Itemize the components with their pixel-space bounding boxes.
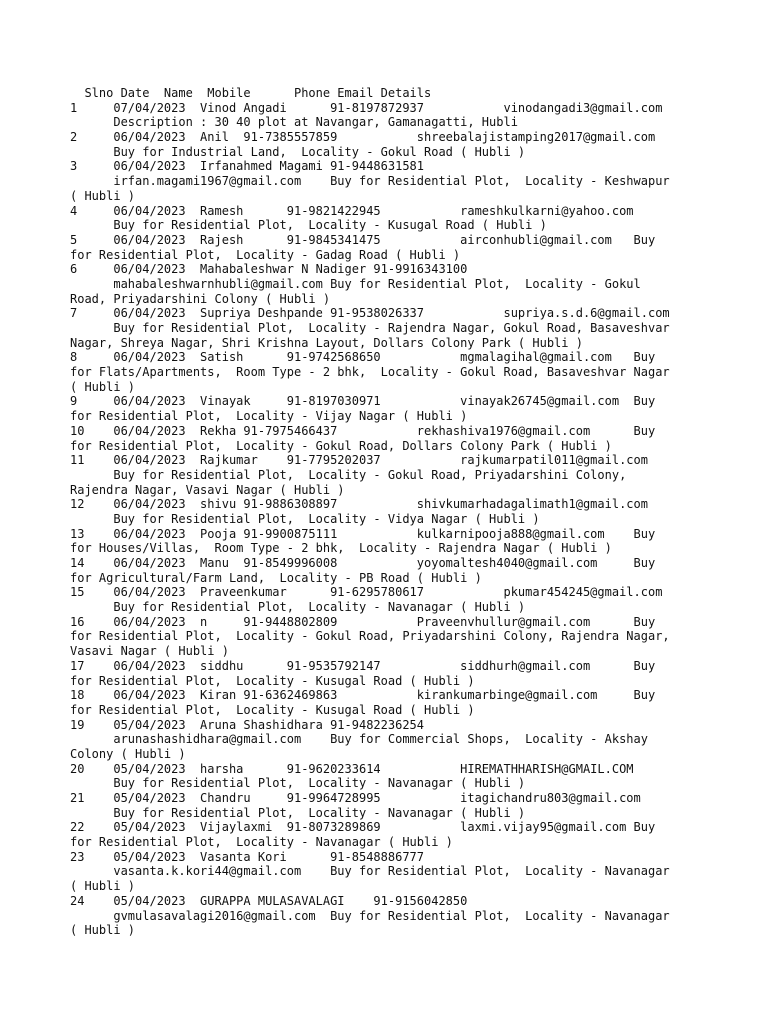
listing-line: for Residential Plot, Locality - Kusugal Road ( Hubli ) [70, 673, 475, 688]
listing-line: 13 06/04/2023 Pooja 91-9900875111 kulkarnipooja888@gmail.com Buy [70, 526, 656, 541]
listing-line: Buy for Residential Plot, Locality - Navanagar ( Hubli ) [70, 776, 526, 791]
listing-line: Buy for Residential Plot, Locality - Vidya Nagar ( Hubli ) [70, 511, 540, 526]
listing-line: 9 06/04/2023 Vinayak 91-8197030971 vinayak26745@gmail.com Buy [70, 394, 656, 409]
listing-line: 11 06/04/2023 Rajkumar 91-7795202037 rajkumarpatil011@gmail.com [70, 453, 648, 468]
listing-line: 6 06/04/2023 Mahabaleshwar N Nadiger 91-9916343100 [70, 262, 468, 277]
listing-line: 3 06/04/2023 Irfanahmed Magami 91-9448631581 [70, 159, 425, 174]
listing-line: 16 06/04/2023 n 91-9448802809 Praveenvhullur@gmail.com Buy [70, 614, 656, 629]
listing-line: 15 06/04/2023 Praveenkumar 91-6295780617 pkumar454245@gmail.com [70, 585, 663, 600]
listing-line: 21 05/04/2023 Chandru 91-9964728995 itagichandru803@gmail.com [70, 791, 641, 805]
listing-line: for Residential Plot, Locality - Gadag Road ( Hubli ) [70, 247, 461, 262]
listing-line: 19 05/04/2023 Aruna Shashidhara 91-9482236254 [70, 717, 425, 732]
listing-line: ( Hubli ) [70, 923, 136, 938]
listing-line: Buy for Residential Plot, Locality - Kusugal Road ( Hubli ) [70, 218, 547, 233]
listing-line: for Residential Plot, Locality - Vijay Nagar ( Hubli ) [70, 409, 468, 424]
listing-line: Buy for Residential Plot, Locality - Navanagar ( Hubli ) [70, 805, 526, 820]
listing-line: ( Hubli ) [70, 188, 136, 203]
listing-line: Colony ( Hubli ) [70, 746, 186, 761]
listing-line: Buy for Residential Plot, Locality - Gokul Road, Priyadarshini Colony, [70, 467, 627, 482]
listing-line: Road, Priyadarshini Colony ( Hubli ) [70, 291, 331, 306]
listing-line: 17 06/04/2023 siddhu 91-9535792147 siddhurh@gmail.com Buy [70, 658, 656, 673]
listing-line: 14 06/04/2023 Manu 91-8549996008 yoyomaltesh4040@gmail.com Buy [70, 556, 656, 570]
listing-line: for Residential Plot, Locality - Navanagar ( Hubli ) [70, 835, 453, 850]
listing-line: 24 05/04/2023 GURAPPA MULASAVALAGI 91-9156042850 [70, 893, 468, 908]
listing-line: 2 06/04/2023 Anil 91-7385557859 shreebalajistamping2017@gmail.com [70, 130, 656, 145]
listing-line: Buy for Residential Plot, Locality - Rajendra Nagar, Gokul Road, Basaveshvar [70, 321, 670, 335]
listing-line: 20 05/04/2023 harsha 91-9620233614 HIREMATHHARISH@GMAIL.COM [70, 761, 634, 776]
listing-line: 18 06/04/2023 Kiran 91-6362469863 kirankumarbinge@gmail.com Buy [70, 688, 656, 703]
listing-line: Buy for Residential Plot, Locality - Navanagar ( Hubli ) [70, 600, 526, 615]
listing-line: gvmulasavalagi2016@gmail.com Buy for Residential Plot, Locality - Navanagar [70, 908, 670, 923]
listing-line: ( Hubli ) [70, 879, 136, 894]
listing-line: vasanta.k.kori44@gmail.com Buy for Residential Plot, Locality - Navanagar [70, 864, 670, 879]
listing-line: irfan.magami1967@gmail.com Buy for Residential Plot, Locality - Keshwapur [70, 174, 670, 189]
column-header: Slno Date Name Mobile Phone Email Details [70, 86, 432, 100]
listing-line: for Residential Plot, Locality - Gokul Road, Dollars Colony Park ( Hubli ) [70, 438, 612, 453]
listing-line: 4 06/04/2023 Ramesh 91-9821422945 rameshkulkarni@yahoo.com [70, 203, 634, 218]
listing-line: Buy for Industrial Land, Locality - Gokul Road ( Hubli ) [70, 144, 526, 159]
listing-line: 10 06/04/2023 Rekha 91-7975466437 rekhashiva1976@gmail.com Buy [70, 423, 656, 438]
listing-line: 7 06/04/2023 Supriya Deshpande 91-9538026337 supriya.s.d.6@gmail.com [70, 306, 670, 321]
listing-line: for Residential Plot, Locality - Gokul Road, Priyadarshini Colony, Rajendra Nagar, [70, 629, 670, 644]
listing-line: Vasavi Nagar ( Hubli ) [70, 644, 229, 659]
listing-line: for Flats/Apartments, Room Type - 2 bhk, Locality - Gokul Road, Basaveshvar Nagar [70, 365, 670, 380]
listing-line: 22 05/04/2023 Vijaylaxmi 91-8073289869 laxmi.vijay95@gmail.com Buy [70, 820, 656, 835]
listing-line: Rajendra Nagar, Vasavi Nagar ( Hubli ) [70, 482, 345, 497]
listing-line: 23 05/04/2023 Vasanta Kori 91-8548886777 [70, 849, 425, 864]
listing-line: 8 06/04/2023 Satish 91-9742568650 mgmalagihal@gmail.com Buy [70, 350, 656, 365]
listing-line: 5 06/04/2023 Rajesh 91-9845341475 airconhubli@gmail.com Buy [70, 232, 656, 247]
listing-line: for Residential Plot, Locality - Kusugal Road ( Hubli ) [70, 702, 475, 717]
listing-line: for Agricultural/Farm Land, Locality - PB Road ( Hubli ) [70, 570, 482, 585]
listing-line: arunashashidhara@gmail.com Buy for Commercial Shops, Locality - Akshay [70, 732, 648, 747]
listing-line: Nagar, Shreya Nagar, Shri Krishna Layout, Dollars Colony Park ( Hubli ) [70, 335, 583, 350]
listing-line: 12 06/04/2023 shivu 91-9886308897 shivkumarhadagalimath1@gmail.com [70, 497, 648, 512]
listing-line: Description : 30 40 plot at Navangar, Gamanagatti, Hubli [70, 115, 518, 130]
listing-line: mahabaleshwarnhubli@gmail.com Buy for Residential Plot, Locality - Gokul [70, 276, 641, 291]
listing-line: ( Hubli ) [70, 379, 136, 394]
enquiry-listing [70, 86, 702, 938]
listing-line: for Houses/Villas, Room Type - 2 bhk, Locality - Rajendra Nagar ( Hubli ) [70, 541, 612, 556]
listing-line: 1 07/04/2023 Vinod Angadi 91-8197872937 vinodangadi3@gmail.com [70, 100, 663, 115]
